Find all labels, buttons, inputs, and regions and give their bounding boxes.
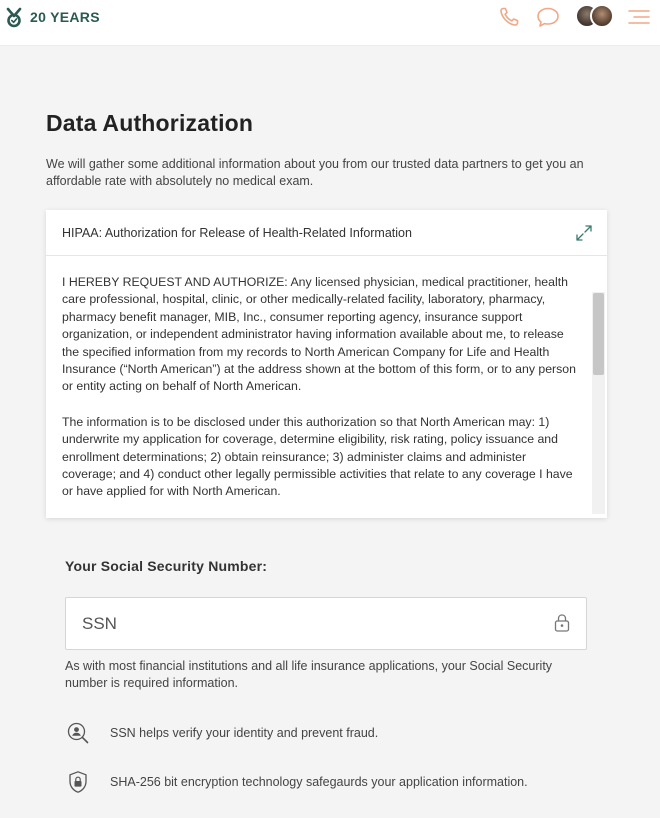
ssn-field[interactable] xyxy=(65,597,587,650)
hipaa-card-scroll-area[interactable] xyxy=(46,257,607,518)
hipaa-card-header xyxy=(46,210,607,256)
feature-encryption xyxy=(66,770,528,794)
hipaa-paragraph: The information is to be disclosed under this authorization so that North American may: 1) underwrite my application for coverage, determine eligibility, risk rating, policy issuance and enrollment determinations; 2) obtain reinsurance; 3) administer claims and administer coverage; and 4) conduct other legally permissible activities that relate to any coverage I have or have applied for with North American. xyxy=(62,414,573,499)
logo-icon xyxy=(4,6,24,28)
top-header xyxy=(0,0,660,46)
feature-identity-text: SSN helps verify your identity and prevent fraud. xyxy=(110,726,379,740)
intro-text: We will gather some additional information about you from our trusted data partners to get you an affordable rate with absolutely no medical exam. xyxy=(46,157,584,188)
hipaa-authorization-card xyxy=(46,210,607,518)
chat-icon[interactable] xyxy=(536,6,560,28)
menu-icon[interactable] xyxy=(627,7,651,27)
brand-logo[interactable] xyxy=(4,6,100,28)
hipaa-text xyxy=(62,274,578,518)
scrollbar-thumb[interactable] xyxy=(593,293,604,375)
feature-identity xyxy=(66,721,379,745)
hipaa-paragraph: I HEREBY REQUEST AND AUTHORIZE: Any licensed physician, medical practitioner, health care professional, hospital, clinic, or other medically-related facility, laboratory, pharmacy, pharmacy benefit manager, MIB, Inc., consumer reporting agency, insurance support organization, or independent administrator having information available about me, to release the specified information from my records to North American Company for Life and Health Insurance (“North American”) at the address shown at the bottom of this form, or to any person or entity acting on behalf of North American. xyxy=(62,275,576,394)
ssn-note: As with most financial institutions and all life insurance applications, your Social Security number is required information. xyxy=(65,659,553,690)
ssn-label: Your Social Security Number: xyxy=(65,558,268,574)
shield-lock-icon xyxy=(66,770,90,794)
page-title: Data Authorization xyxy=(46,110,254,136)
agent-avatars[interactable] xyxy=(575,4,615,30)
lock-icon xyxy=(553,613,571,633)
phone-icon[interactable] xyxy=(498,6,520,28)
brand-text: 20 YEARS xyxy=(30,9,100,25)
expand-icon[interactable] xyxy=(575,224,593,242)
hipaa-card-title: HIPAA: Authorization for Release of Health-Related Information xyxy=(62,226,412,240)
ssn-input[interactable] xyxy=(82,612,522,636)
avatar xyxy=(590,4,614,28)
identity-check-icon xyxy=(66,721,90,745)
feature-encryption-text: SHA-256 bit encryption technology safegaurds your application information. xyxy=(110,775,528,789)
